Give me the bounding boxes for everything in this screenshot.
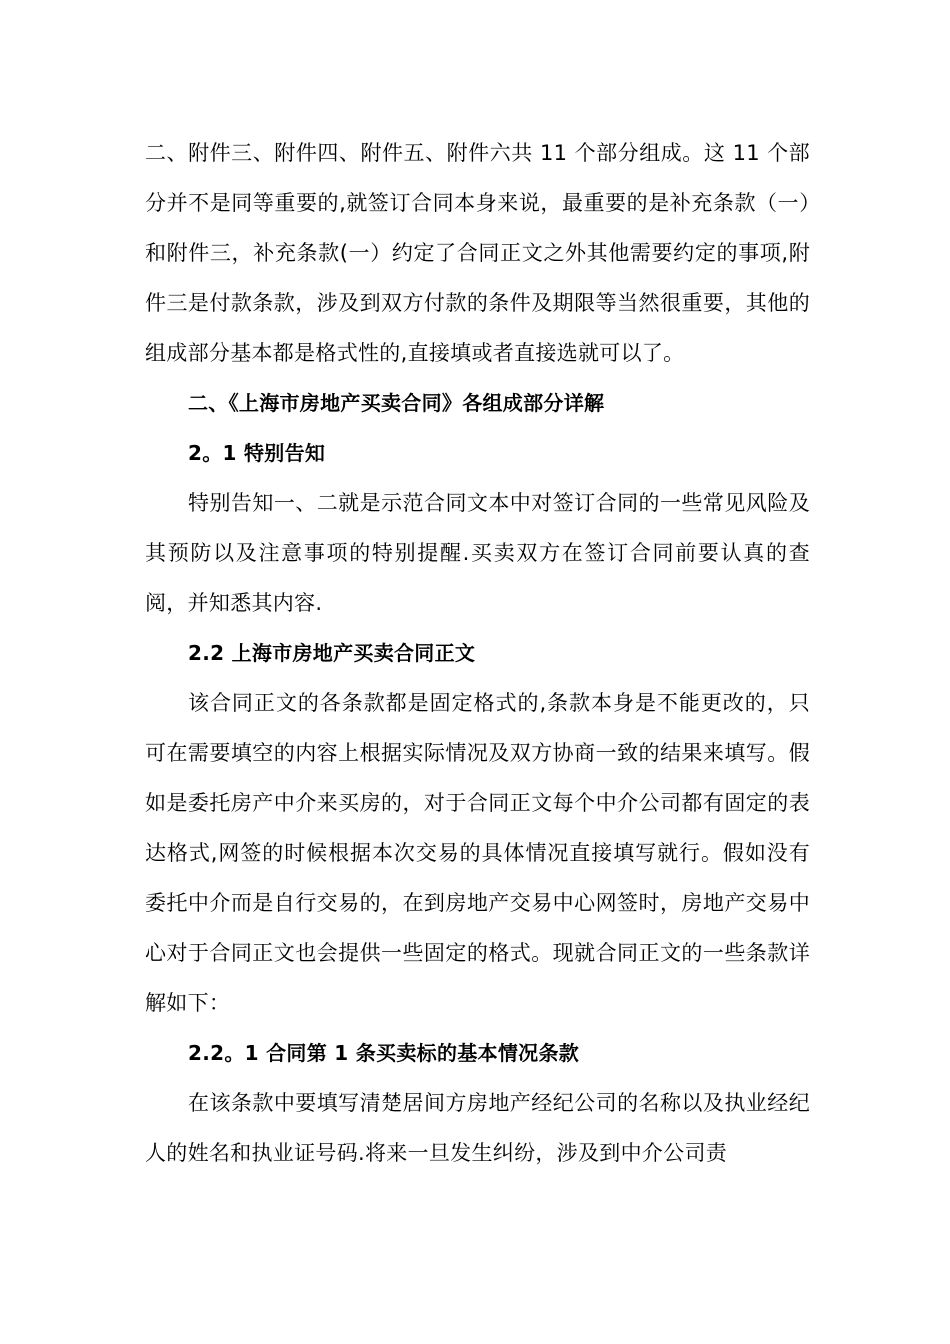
subsection-heading-2-2-1: 2.2。1 合同第 1 条买卖标的基本情况条款 [188, 1041, 580, 1065]
paragraph-2-2: 该合同正文的各条款都是固定格式的,条款本身是不能更改的，只可在需要填空的内容上根据实际情况及双方协商一致的结果来填写。假如是委托房产中介来买房的，对于合同正文每个中介公司都有固定的表达格式,网签的时候根据本次交易的具体情况直接填写就行。假如没有委托中介而是自行交易的，在到房地产交易中心网签时，房地产交易中心对于合同正文也会提供一些固定的格式。现就合同正文的一些条款详解如下： [145, 691, 810, 1015]
paragraph-2-1: 特别告知一、二就是示范合同文本中对签订合同的一些常见风险及其预防以及注意事项的特别提醒.买卖双方在签订合同前要认真的查阅，并知悉其内容. [145, 491, 810, 615]
paragraph-2-2-1: 在该条款中要填写清楚居间方房地产经纪公司的名称以及执业经纪人的姓名和执业证号码.将来一旦发生纠纷，涉及到中介公司责 [145, 1091, 810, 1165]
section-heading-2: 二、《上海市房地产买卖合同》各组成部分详解 [188, 391, 605, 415]
subsection-heading-2-1: 2。1 特别告知 [188, 441, 326, 465]
document-body [145, 128, 810, 1178]
subsection-heading-2-2: 2.2 上海市房地产买卖合同正文 [188, 641, 476, 665]
paragraph-intro: 二、附件三、附件四、附件五、附件六共 11 个部分组成。这 11 个部分并不是同等重要的,就签订合同本身来说，最重要的是补充条款（一）和附件三，补充条款(一）约定了合同正文之外其他需要约定的事项,附件三是付款条款，涉及到双方付款的条件及期限等当然很重要，其他的组成部分基本都是格式性的,直接填或者直接选就可以了。 [145, 141, 810, 365]
